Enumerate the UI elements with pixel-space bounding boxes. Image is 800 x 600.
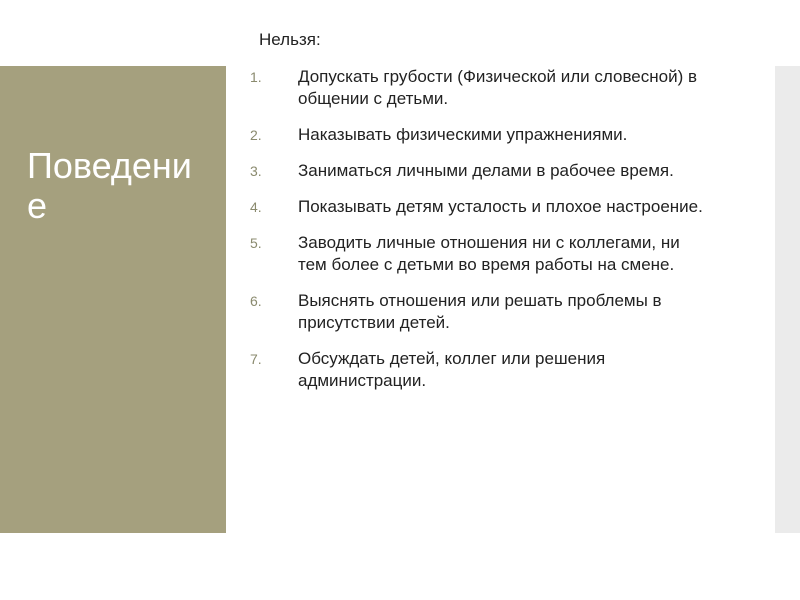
item-number: 2. (250, 127, 262, 143)
list-item (250, 124, 710, 146)
item-text: Наказывать физическими упражнениями. (298, 125, 628, 144)
list-item (250, 160, 710, 182)
item-number: 4. (250, 199, 262, 215)
list-item (250, 348, 710, 392)
list-item (250, 66, 710, 110)
side-decoration-bar (775, 66, 800, 533)
rules-list (250, 66, 710, 406)
item-text: Заводить личные отношения ни с коллегами, ни тем более с детьми во время работы на смене. (298, 233, 680, 274)
item-text: Заниматься личными делами в рабочее время. (298, 161, 674, 180)
item-number: 1. (250, 69, 262, 85)
item-number: 3. (250, 163, 262, 179)
title-panel (0, 66, 226, 533)
item-number: 7. (250, 351, 262, 367)
list-item (250, 196, 710, 218)
item-number: 6. (250, 293, 262, 309)
list-item (250, 232, 710, 276)
item-number: 5. (250, 235, 262, 251)
item-text: Допускать грубости (Физической или словесной) в общении с детьми. (298, 67, 698, 108)
list-heading: Нельзя: (259, 30, 321, 49)
list-item (250, 290, 710, 334)
slide-title: Поведение (27, 145, 192, 226)
item-text: Обсуждать детей, коллег или решения администрации. (298, 349, 606, 390)
item-text: Выяснять отношения или решать проблемы в присутствии детей. (298, 291, 662, 332)
item-text: Показывать детям усталость и плохое настроение. (298, 197, 703, 216)
